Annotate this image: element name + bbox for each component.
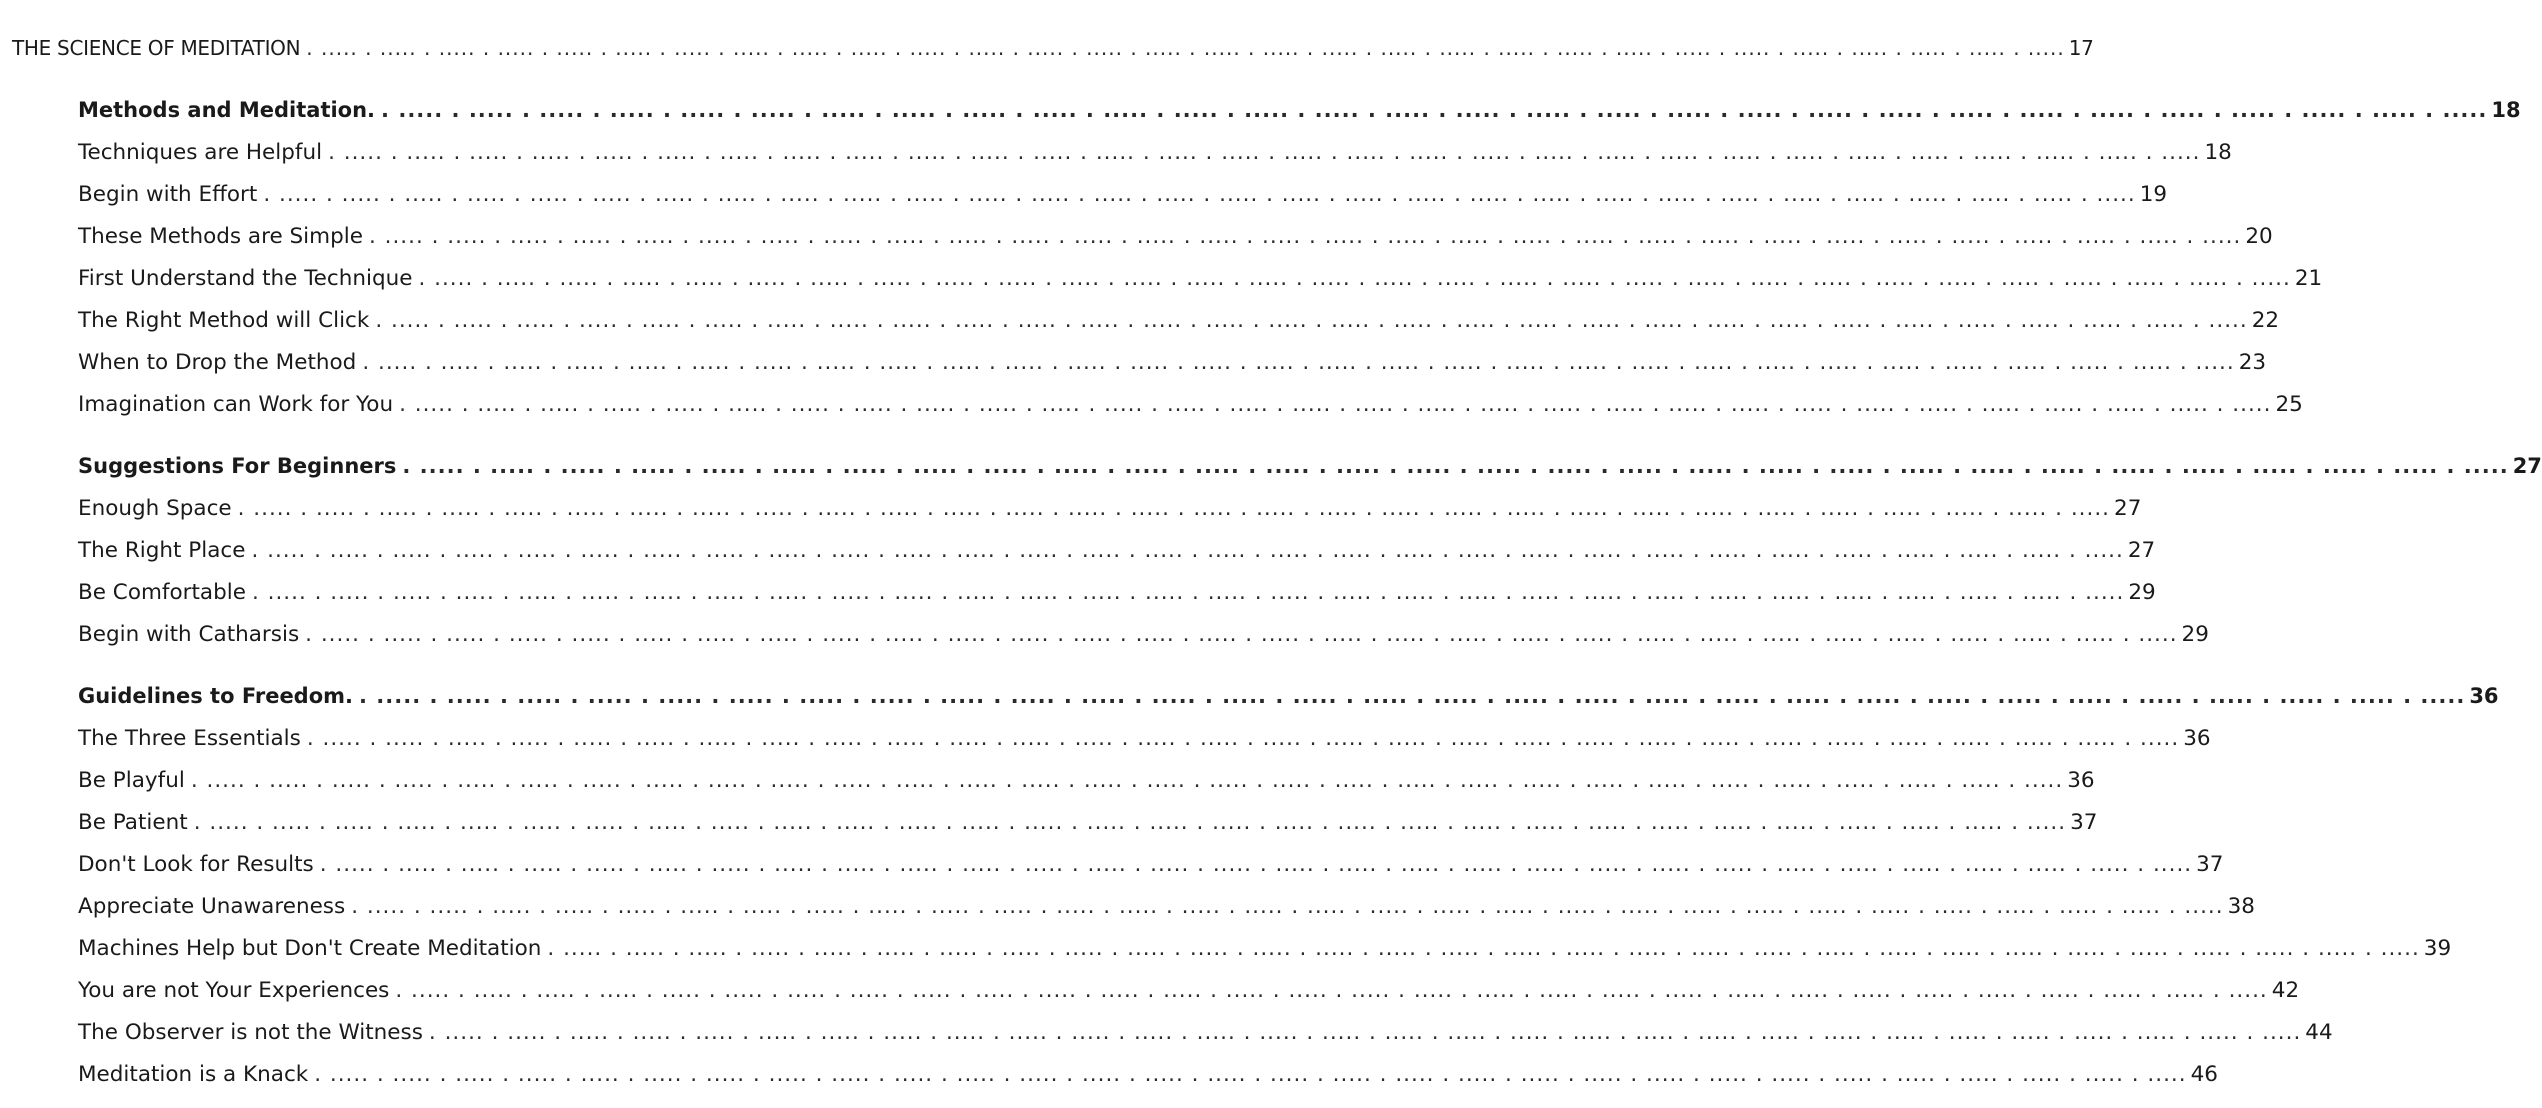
toc-page-number: 42 [2271,978,2300,1003]
toc-item-title: Be Comfortable [78,580,246,605]
toc-item-title: Begin with Effort [78,182,258,207]
toc-leader-dots: . ..... . ..... . ..... . ..... . ..... . ..... . ..... . ..... . ..... . ..... . ..... . ..... . ..... . ..... . ..... . ..... . ..... . ..... . ..... . ..... . ..... . ..... . ..... . ..... . ..... . ..... . ..... . ..... . ..... . ..... [306,726,2180,751]
toc-item-title: Appreciate Unawareness [78,894,346,919]
toc-page-number: 27 [2114,496,2142,521]
toc-section-title: Methods and Meditation. [78,98,376,122]
toc-leader-dots: . ..... . ..... . ..... . ..... . ..... . ..... . ..... . ..... . ..... . ..... . ..... . ..... . ..... . ..... . ..... . ..... . ..... . ..... . ..... . ..... . ..... . ..... . ..... . ..... . ..... . ..... . ..... . ..... . ..... . ..... [395,978,2268,1003]
toc-item-entry[interactable] [78,768,2095,793]
toc-item-title: The Observer is not the Witness [78,1020,423,1045]
toc-leader-dots: . ..... . ..... . ..... . ..... . ..... . ..... . ..... . ..... . ..... . ..... . ..... . ..... . ..... . ..... . ..... . ..... . ..... . ..... . ..... . ..... . ..... . ..... . ..... . ..... . ..... . ..... . ..... . ..... . ..... . ..... [362,350,2235,375]
toc-leader-dots: . ..... . ..... . ..... . ..... . ..... . ..... . ..... . ..... . ..... . ..... . ..... . ..... . ..... . ..... . ..... . ..... . ..... . ..... . ..... . ..... . ..... . ..... . ..... . ..... . ..... . ..... . ..... . ..... . ..... . ..... [399,392,2272,417]
toc-item-title: The Right Method will Click [78,308,370,333]
toc-section-entry[interactable] [78,454,2542,478]
toc-item-entry[interactable] [78,580,2156,605]
toc-section-entry[interactable] [78,684,2499,708]
toc-leader-dots: . ..... . ..... . ..... . ..... . ..... . ..... . ..... . ..... . ..... . ..... . ..... . ..... . ..... . ..... . ..... . ..... . ..... . ..... . ..... . ..... . ..... . ..... . ..... . ..... . ..... . ..... . ..... . ..... . ..... . ..... [306,36,2065,60]
toc-leader-dots: . ..... . ..... . ..... . ..... . ..... . ..... . ..... . ..... . ..... . ..... . ..... . ..... . ..... . ..... . ..... . ..... . ..... . ..... . ..... . ..... . ..... . ..... . ..... . ..... . ..... . ..... . ..... . ..... . ..... . ..... [359,684,2466,708]
toc-item-entry[interactable] [78,1062,2218,1087]
toc-item-entry[interactable] [78,140,2232,165]
toc-leader-dots: . ..... . ..... . ..... . ..... . ..... . ..... . ..... . ..... . ..... . ..... . ..... . ..... . ..... . ..... . ..... . ..... . ..... . ..... . ..... . ..... . ..... . ..... . ..... . ..... . ..... . ..... . ..... . ..... . ..... . ..... [263,182,2136,207]
toc-section-entry[interactable] [78,98,2521,122]
toc-item-entry[interactable] [78,852,2224,877]
toc-item-title: Begin with Catharsis [78,622,300,647]
toc-leader-dots: . ..... . ..... . ..... . ..... . ..... . ..... . ..... . ..... . ..... . ..... . ..... . ..... . ..... . ..... . ..... . ..... . ..... . ..... . ..... . ..... . ..... . ..... . ..... . ..... . ..... . ..... . ..... . ..... . ..... . ..... [251,580,2125,605]
toc-item-title: When to Drop the Method [78,350,357,375]
toc-page-number: 29 [2128,580,2156,605]
toc-leader-dots: . ..... . ..... . ..... . ..... . ..... . ..... . ..... . ..... . ..... . ..... . ..... . ..... . ..... . ..... . ..... . ..... . ..... . ..... . ..... . ..... . ..... . ..... . ..... . ..... . ..... . ..... . ..... . ..... . ..... . ..... [547,936,2420,961]
toc-page-number: 18 [2204,140,2232,165]
toc-page-number: 36 [2183,726,2211,751]
toc-item-entry[interactable] [78,894,2255,919]
toc-item-title: The Three Essentials [78,726,301,751]
toc-page-number: 38 [2227,894,2255,919]
toc-leader-dots: . ..... . ..... . ..... . ..... . ..... . ..... . ..... . ..... . ..... . ..... . ..... . ..... . ..... . ..... . ..... . ..... . ..... . ..... . ..... . ..... . ..... . ..... . ..... . ..... . ..... . ..... . ..... . ..... . ..... . ..... [351,894,2224,919]
toc-page-number: 22 [2251,308,2280,333]
toc-page-number: 29 [2181,622,2209,647]
toc-page-number: 23 [2238,350,2267,375]
toc-page-number: 36 [2067,768,2095,793]
toc-leader-dots: . ..... . ..... . ..... . ..... . ..... . ..... . ..... . ..... . ..... . ..... . ..... . ..... . ..... . ..... . ..... . ..... . ..... . ..... . ..... . ..... . ..... . ..... . ..... . ..... . ..... . ..... . ..... . ..... . ..... . ..... [319,852,2193,877]
toc-item-entry[interactable] [78,308,2280,333]
toc-item-entry[interactable] [78,266,2323,291]
toc-item-entry[interactable] [78,224,2273,249]
toc-item-title: Machines Help but Don't Create Meditation [78,936,542,961]
toc-leader-dots: . ..... . ..... . ..... . ..... . ..... . ..... . ..... . ..... . ..... . ..... . ..... . ..... . ..... . ..... . ..... . ..... . ..... . ..... . ..... . ..... . ..... . ..... . ..... . ..... . ..... . ..... . ..... . ..... . ..... . ..... [237,496,2111,521]
toc-page-number: 20 [2245,224,2273,249]
toc-page-number: 27 [2512,454,2542,478]
toc-item-entry[interactable] [78,496,2142,521]
toc-item-title: Be Playful [78,768,185,793]
toc-leader-dots: . ..... . ..... . ..... . ..... . ..... . ..... . ..... . ..... . ..... . ..... . ..... . ..... . ..... . ..... . ..... . ..... . ..... . ..... . ..... . ..... . ..... . ..... . ..... . ..... . ..... . ..... . ..... . ..... . ..... . ..... [305,622,2178,647]
toc-page-number: 17 [2068,36,2094,60]
toc-item-entry[interactable] [78,726,2211,751]
toc-item-title: These Methods are Simple [78,224,363,249]
toc-leader-dots: . ..... . ..... . ..... . ..... . ..... . ..... . ..... . ..... . ..... . ..... . ..... . ..... . ..... . ..... . ..... . ..... . ..... . ..... . ..... . ..... . ..... . ..... . ..... . ..... . ..... . ..... . ..... . ..... . ..... . ..... [375,308,2248,333]
toc-item-title: Techniques are Helpful [78,140,323,165]
toc-item-entry[interactable] [78,392,2303,417]
toc-leader-dots: . ..... . ..... . ..... . ..... . ..... . ..... . ..... . ..... . ..... . ..... . ..... . ..... . ..... . ..... . ..... . ..... . ..... . ..... . ..... . ..... . ..... . ..... . ..... . ..... . ..... . ..... . ..... . ..... . ..... . ..... [368,224,2242,249]
toc-item-entry[interactable] [78,350,2267,375]
toc-item-entry[interactable] [78,622,2209,647]
toc-page-number: 37 [2070,810,2098,835]
toc-leader-dots: . ..... . ..... . ..... . ..... . ..... . ..... . ..... . ..... . ..... . ..... . ..... . ..... . ..... . ..... . ..... . ..... . ..... . ..... . ..... . ..... . ..... . ..... . ..... . ..... . ..... . ..... . ..... . ..... . ..... . ..... [314,1062,2187,1087]
toc-leader-dots: . ..... . ..... . ..... . ..... . ..... . ..... . ..... . ..... . ..... . ..... . ..... . ..... . ..... . ..... . ..... . ..... . ..... . ..... . ..... . ..... . ..... . ..... . ..... . ..... . ..... . ..... . ..... . ..... . ..... . ..... [381,98,2488,122]
toc-section-title: Guidelines to Freedom. [78,684,353,708]
toc-page-number: 36 [2469,684,2499,708]
toc-item-entry[interactable] [78,936,2452,961]
toc-item-title: Be Patient [78,810,188,835]
toc-page-number: 18 [2491,98,2521,122]
toc-item-title: Enough Space [78,496,232,521]
toc-leader-dots: . ..... . ..... . ..... . ..... . ..... . ..... . ..... . ..... . ..... . ..... . ..... . ..... . ..... . ..... . ..... . ..... . ..... . ..... . ..... . ..... . ..... . ..... . ..... . ..... . ..... . ..... . ..... . ..... . ..... . ..... [193,810,2067,835]
toc-item-title: Imagination can Work for You [78,392,394,417]
toc-item-title: You are not Your Experiences [78,978,390,1003]
toc-item-title: Don't Look for Results [78,852,314,877]
toc-page-number: 25 [2275,392,2303,417]
toc-item-entry[interactable] [78,1020,2333,1045]
toc-leader-dots: . ..... . ..... . ..... . ..... . ..... . ..... . ..... . ..... . ..... . ..... . ..... . ..... . ..... . ..... . ..... . ..... . ..... . ..... . ..... . ..... . ..... . ..... . ..... . ..... . ..... . ..... . ..... . ..... . ..... . ..... [402,454,2509,478]
toc-page-number: 44 [2305,1020,2333,1045]
toc-chapter-entry[interactable] [12,36,2094,60]
toc-leader-dots: . ..... . ..... . ..... . ..... . ..... . ..... . ..... . ..... . ..... . ..... . ..... . ..... . ..... . ..... . ..... . ..... . ..... . ..... . ..... . ..... . ..... . ..... . ..... . ..... . ..... . ..... . ..... . ..... . ..... . ..... [251,538,2124,563]
toc-page-number: 37 [2196,852,2224,877]
toc-leader-dots: . ..... . ..... . ..... . ..... . ..... . ..... . ..... . ..... . ..... . ..... . ..... . ..... . ..... . ..... . ..... . ..... . ..... . ..... . ..... . ..... . ..... . ..... . ..... . ..... . ..... . ..... . ..... . ..... . ..... . ..... [428,1020,2302,1045]
toc-page-number: 46 [2190,1062,2218,1087]
toc-leader-dots: . ..... . ..... . ..... . ..... . ..... . ..... . ..... . ..... . ..... . ..... . ..... . ..... . ..... . ..... . ..... . ..... . ..... . ..... . ..... . ..... . ..... . ..... . ..... . ..... . ..... . ..... . ..... . ..... . ..... . ..... [418,266,2291,291]
toc-page-number: 27 [2127,538,2156,563]
toc-leader-dots: . ..... . ..... . ..... . ..... . ..... . ..... . ..... . ..... . ..... . ..... . ..... . ..... . ..... . ..... . ..... . ..... . ..... . ..... . ..... . ..... . ..... . ..... . ..... . ..... . ..... . ..... . ..... . ..... . ..... . ..... [190,768,2064,793]
toc-page-number: 21 [2294,266,2323,291]
toc-page-number: 19 [2139,182,2168,207]
toc-chapter-title: THE SCIENCE OF MEDITATION [12,36,301,60]
toc-item-title: Meditation is a Knack [78,1062,309,1087]
toc-item-title: First Understand the Technique [78,266,413,291]
toc-item-entry[interactable] [78,538,2156,563]
toc-section-title: Suggestions For Beginners [78,454,397,478]
toc-item-entry[interactable] [78,182,2168,207]
toc-item-entry[interactable] [78,810,2098,835]
toc-item-title: The Right Place [78,538,246,563]
toc-item-entry[interactable] [78,978,2300,1003]
toc-page-number: 39 [2423,936,2452,961]
toc-leader-dots: . ..... . ..... . ..... . ..... . ..... . ..... . ..... . ..... . ..... . ..... . ..... . ..... . ..... . ..... . ..... . ..... . ..... . ..... . ..... . ..... . ..... . ..... . ..... . ..... . ..... . ..... . ..... . ..... . ..... . ..... [328,140,2201,165]
